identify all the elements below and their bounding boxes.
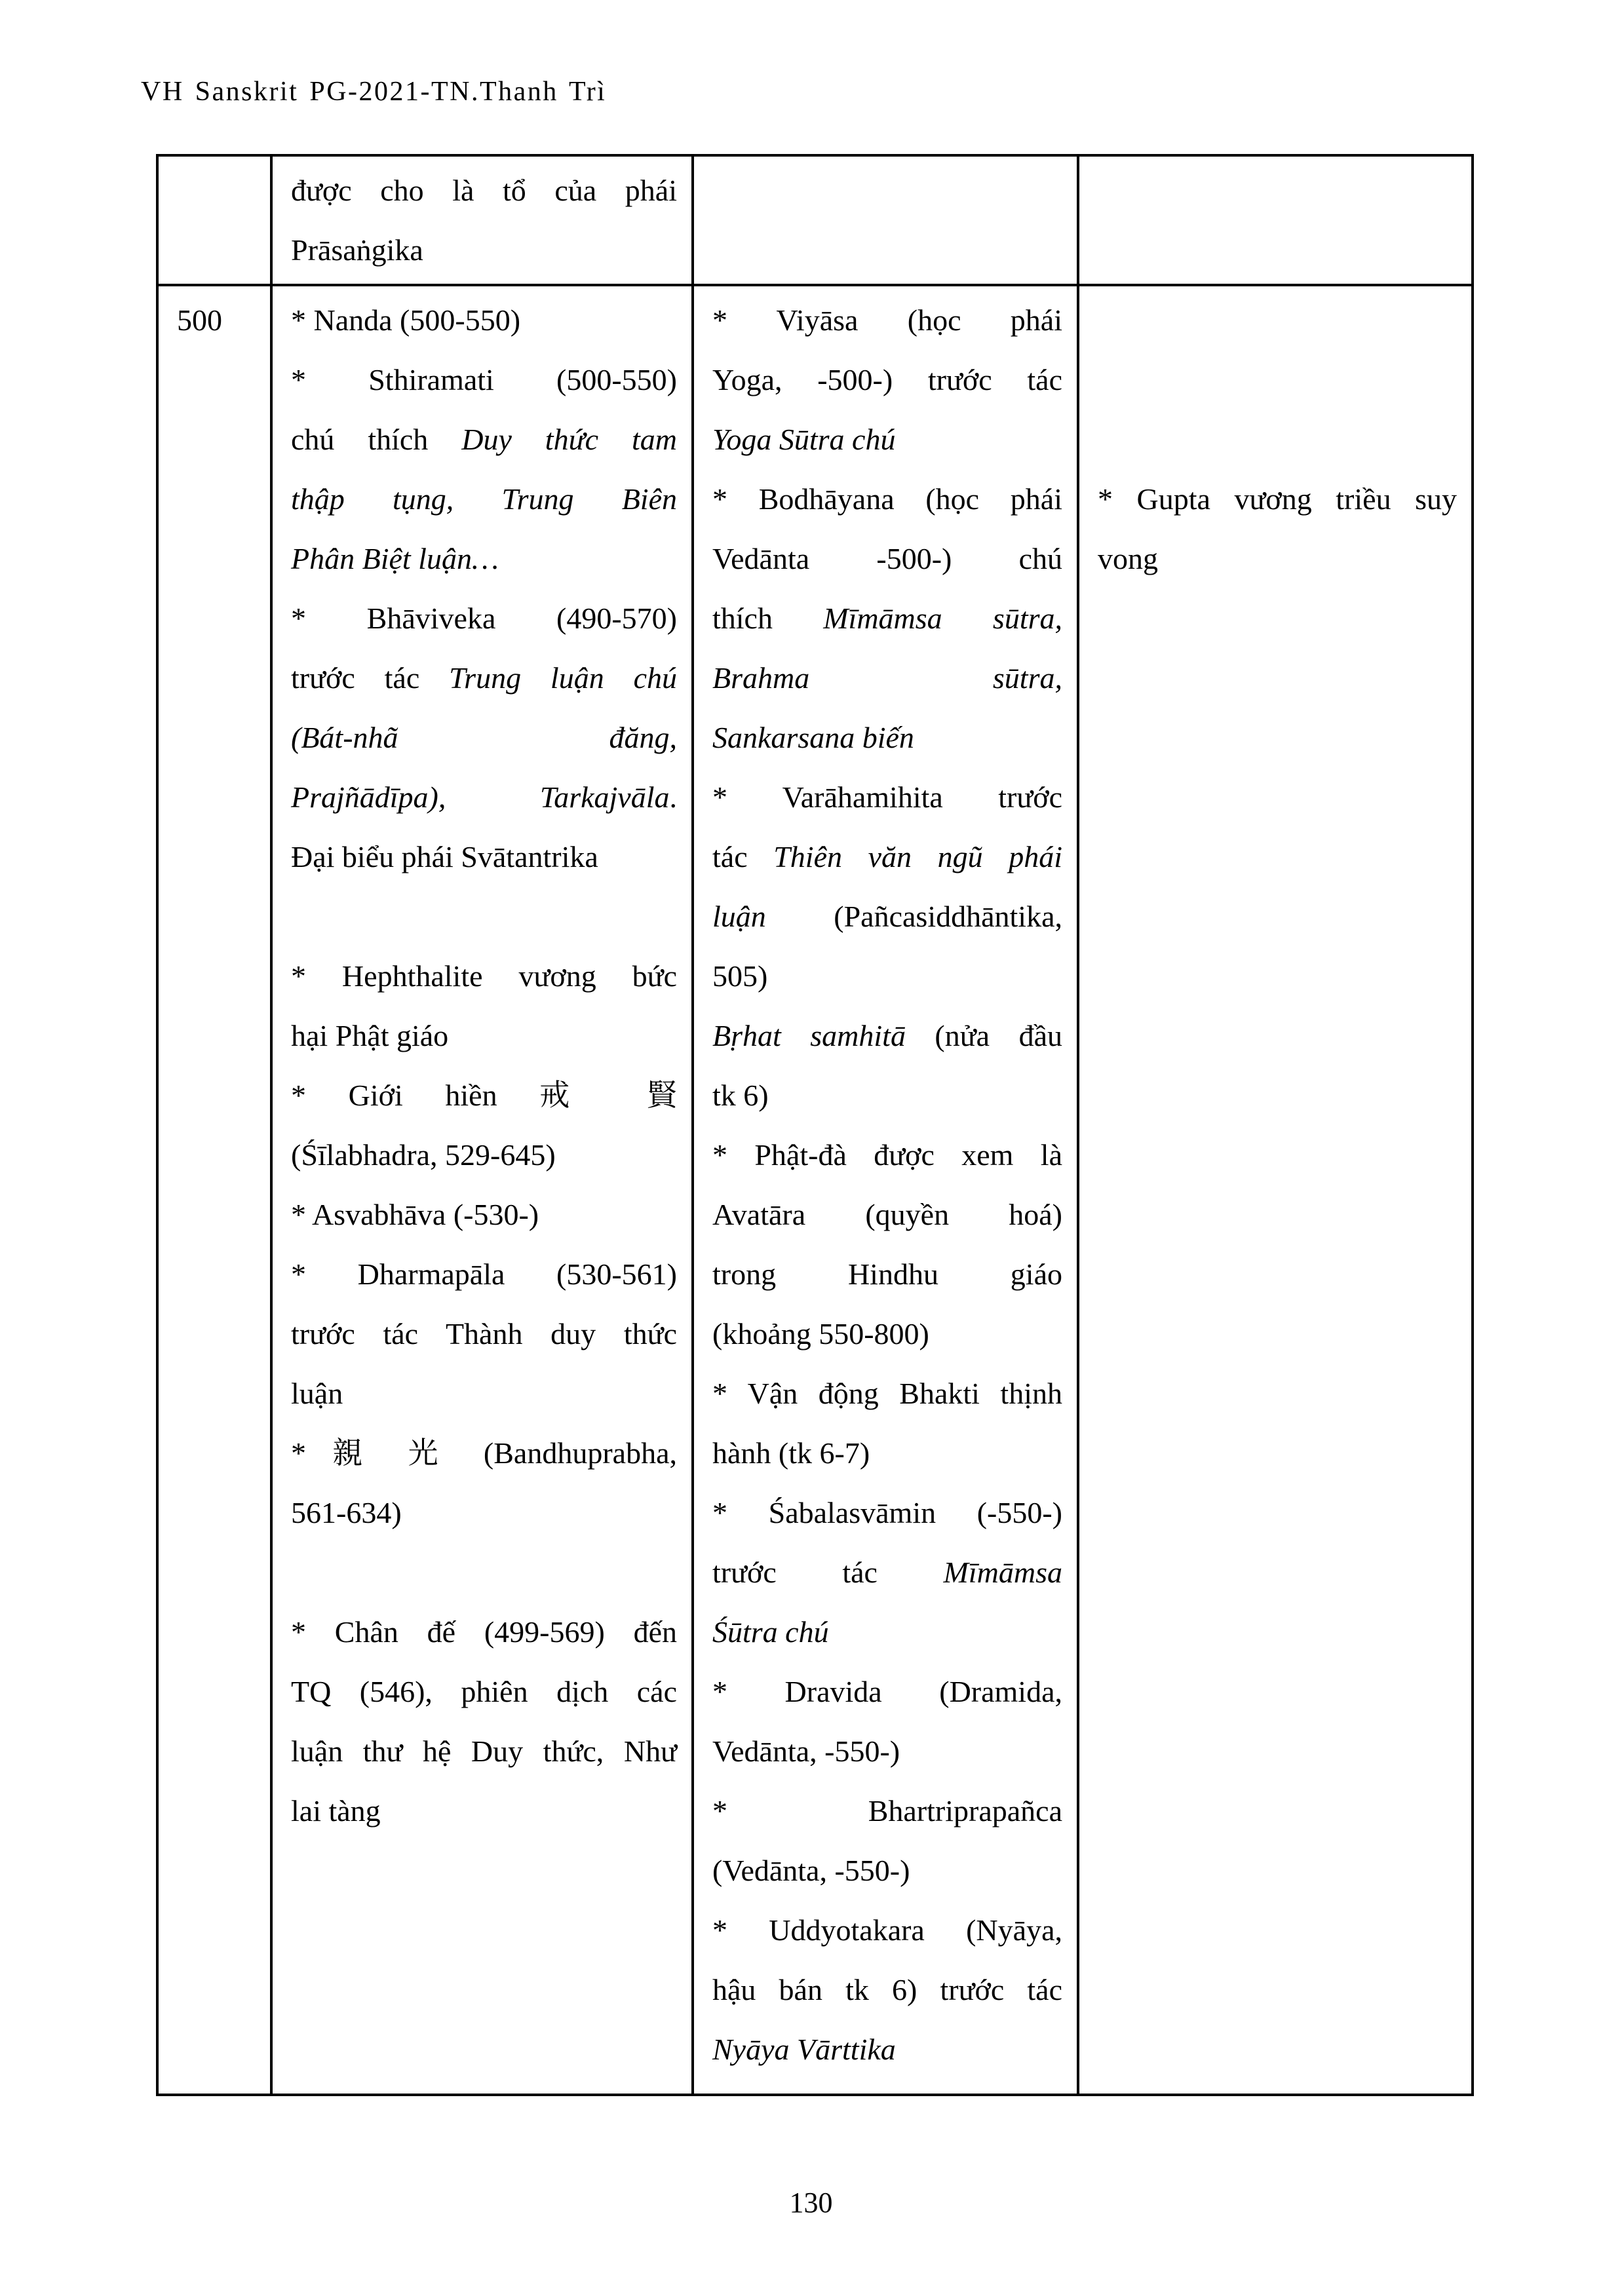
- table-row: [157, 155, 1473, 285]
- text-line: Śūtra chú: [712, 1615, 829, 1649]
- text-line: Yoga, -500-) trước tác: [712, 363, 1062, 396]
- year-cell: [157, 155, 271, 285]
- text-line: trước tác Trung luận chú: [291, 661, 677, 695]
- text-line: [291, 887, 677, 946]
- text-line: trước tác Thành duy thức: [291, 1317, 677, 1350]
- hinduism-column-cell: [693, 155, 1078, 285]
- text-line: [291, 1542, 677, 1602]
- text-line: * Viyāsa (học phái: [712, 303, 1062, 337]
- text-line: * Vận động Bhakti thịnh: [712, 1377, 1062, 1410]
- text-line: trong Hindhu giáo: [712, 1257, 1062, 1291]
- text-line: Bṛhat samhitā (nửa đầu: [712, 1019, 1062, 1052]
- text-line: luận (Pañcasiddhāntika,: [712, 900, 1062, 933]
- text-line: * 親 光 (Bandhuprabha,: [291, 1436, 677, 1470]
- text-line: được cho là tổ của phái: [291, 174, 677, 207]
- text-line: thích Mīmāmsa sūtra,: [712, 602, 1062, 635]
- text-line: tác Thiên văn ngũ phái: [712, 840, 1062, 873]
- text-line: * Asvabhāva (-530-): [291, 1198, 539, 1231]
- history-column-cell: [1078, 155, 1473, 285]
- text-line: * Dharmapāla (530-561): [291, 1257, 677, 1291]
- text-line: lai tàng: [291, 1794, 381, 1827]
- text-line: (Vedānta, -550-): [712, 1854, 910, 1887]
- text-line: hại Phật giáo: [291, 1019, 449, 1052]
- text-line: vong: [1098, 542, 1158, 575]
- text-line: Prajñādīpa), Tarkajvāla.: [291, 780, 677, 814]
- text-line: * Nanda (500-550): [291, 303, 521, 337]
- text-line: luận thư hệ Duy thức, Như: [291, 1734, 677, 1768]
- text-line: Nyāya Vārttika: [712, 2033, 896, 2066]
- text-line: hậu bán tk 6) trước tác: [712, 1973, 1062, 2006]
- table-row: [157, 285, 1473, 2095]
- text-line: * Uddyotakara (Nyāya,: [712, 1913, 1062, 1947]
- text-line: TQ (546), phiên dịch các: [291, 1675, 677, 1708]
- text-line: Avatāra (quyền hoá): [712, 1198, 1062, 1231]
- text-line: Brahma sūtra,: [712, 661, 1062, 695]
- text-line: * Gupta vương triều suy: [1098, 482, 1457, 516]
- text-line: Sankarsana biến: [712, 721, 914, 754]
- text-line: 500: [177, 303, 222, 337]
- page-header: VH Sanskrit PG-2021-TN.Thanh Trì: [141, 77, 607, 107]
- text-line: Yoga Sūtra chú: [712, 423, 896, 456]
- text-line: chú thích Duy thức tam: [291, 423, 677, 456]
- text-line: Đại biểu phái Svātantrika: [291, 840, 598, 873]
- text-line: * Giới hiền 戒 賢: [291, 1079, 677, 1112]
- text-line: * Sthiramati (500-550): [291, 363, 677, 396]
- text-line: 505): [712, 959, 768, 993]
- text-line: (Bát-nhã đăng,: [291, 721, 677, 754]
- text-line: * Śabalasvāmin (-550-): [712, 1496, 1062, 1529]
- buddhism-column-cell: [271, 285, 693, 2095]
- text-line: [1098, 350, 1457, 410]
- text-line: [1098, 410, 1457, 469]
- text-line: * Bhartriprapañca: [712, 1794, 1062, 1827]
- hinduism-column-cell: [693, 285, 1078, 2095]
- text-line: trước tác Mīmāmsa: [712, 1556, 1062, 1589]
- timeline-table: [156, 154, 1474, 2096]
- text-line: (khoảng 550-800): [712, 1317, 929, 1350]
- text-line: hành (tk 6-7): [712, 1436, 870, 1470]
- text-line: * Bodhāyana (học phái: [712, 482, 1062, 516]
- page-number: 130: [789, 2187, 833, 2219]
- text-line: luận: [291, 1377, 343, 1410]
- text-line: * Varāhamihita trước: [712, 780, 1062, 814]
- text-line: (Śīlabhadra, 529-645): [291, 1138, 556, 1172]
- text-line: * Phật-đà được xem là: [712, 1138, 1062, 1172]
- text-line: * Dravida (Dramida,: [712, 1675, 1062, 1708]
- text-line: Vedānta, -550-): [712, 1734, 900, 1768]
- text-line: tk 6): [712, 1079, 769, 1112]
- buddhism-column-cell: [271, 155, 693, 285]
- text-line: * Chân đế (499-569) đến: [291, 1615, 677, 1649]
- year-cell: [157, 285, 271, 2095]
- history-column-cell: [1078, 285, 1473, 2095]
- text-line: [1098, 290, 1457, 350]
- text-line: * Bhāviveka (490-570): [291, 602, 677, 635]
- text-line: Phân Biệt luận…: [291, 542, 499, 575]
- text-line: Prāsaṅgika: [291, 233, 423, 267]
- text-line: Vedānta -500-) chú: [712, 542, 1062, 575]
- text-line: 561-634): [291, 1496, 402, 1529]
- text-line: * Hephthalite vương bức: [291, 959, 677, 993]
- text-line: thập tụng, Trung Biên: [291, 482, 677, 516]
